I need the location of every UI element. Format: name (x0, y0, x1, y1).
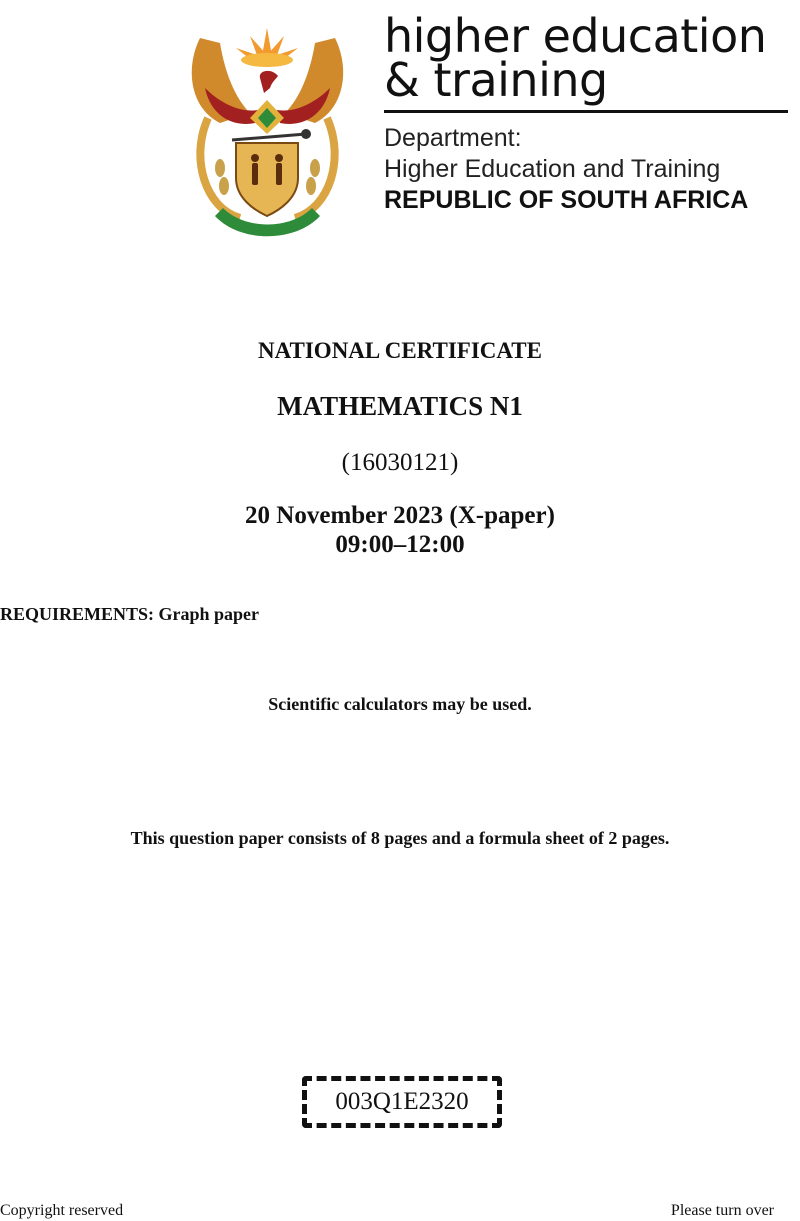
footer-turn-over: Please turn over (670, 1202, 774, 1219)
certificate-title: NATIONAL CERTIFICATE (258, 338, 542, 363)
calculator-note: Scientific calculators may be used. (268, 694, 532, 714)
brand-divider (384, 110, 788, 113)
brand-title-line2: & training (384, 53, 608, 107)
coat-of-arms-icon (180, 18, 355, 240)
department-brand (384, 9, 794, 216)
paper-code-box: 003Q1E2320 (302, 1076, 502, 1128)
department-label: Department: (384, 124, 522, 152)
coat-of-arms-logo (180, 18, 355, 240)
pages-note: This question paper consists of 8 pages and a formula sheet of 2 pages. (130, 828, 670, 848)
exam-date: 20 November 2023 (X-paper) (245, 502, 555, 529)
exam-date-time (0, 501, 800, 559)
brand-title-line1: higher education (384, 9, 767, 63)
subject-code: (16030121) (341, 449, 459, 476)
footer-copyright: Copyright reserved (0, 1202, 124, 1219)
subject-title: MATHEMATICS N1 (277, 391, 523, 421)
exam-time: 09:00–12:00 (335, 531, 465, 558)
department-name: Higher Education and Training (384, 155, 721, 183)
country-name: REPUBLIC OF SOUTH AFRICA (384, 186, 749, 214)
requirements: REQUIREMENTS: Graph paper (0, 604, 260, 624)
